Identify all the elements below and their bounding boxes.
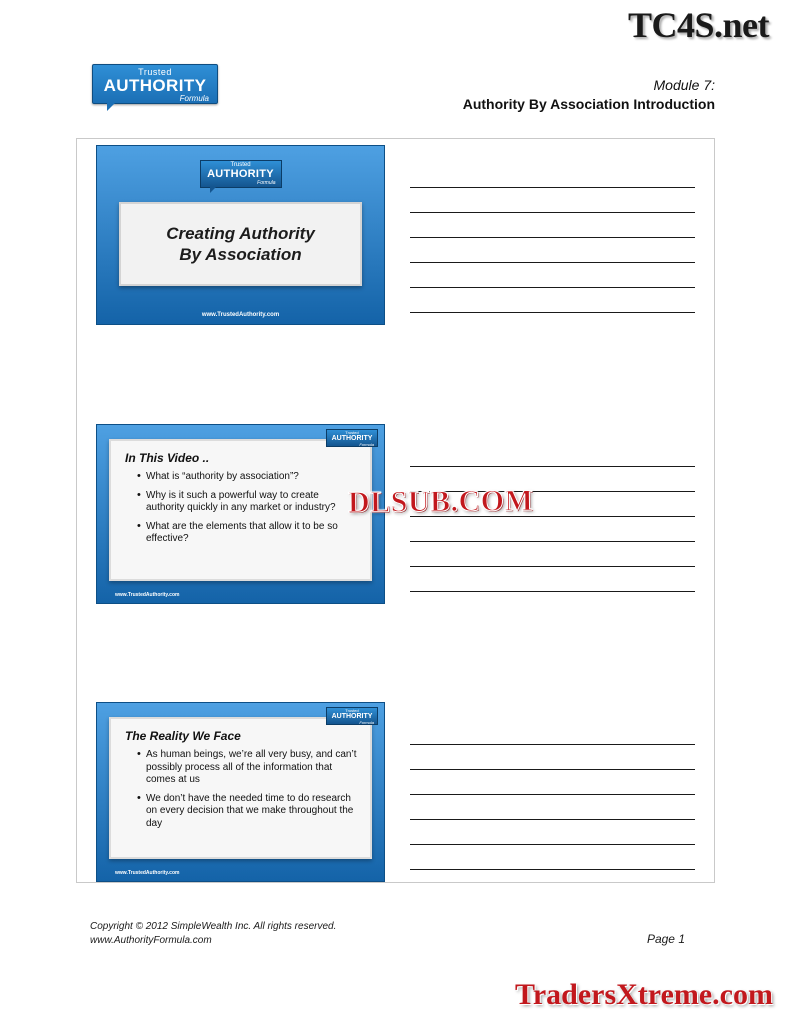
note-line[interactable] <box>410 820 695 845</box>
tc4s-watermark: TC4S.net <box>627 5 769 45</box>
slide-thumbnail-3[interactable] <box>96 702 385 882</box>
slide-title-line-1: Creating Authority <box>166 224 315 243</box>
note-line[interactable] <box>410 720 695 745</box>
slide-title-card <box>119 202 362 286</box>
slide-logo-authority: AUTHORITY <box>207 168 274 180</box>
note-line[interactable] <box>410 263 695 288</box>
slide-corner-logo-2 <box>326 429 378 447</box>
slide-corner-logo-3 <box>326 707 378 725</box>
slide-logo-formula: Formula <box>359 720 374 725</box>
note-line[interactable] <box>410 442 695 467</box>
slide-logo-authority: AUTHORITY <box>331 435 373 442</box>
slide-logo-trusted: Trusted <box>345 430 359 435</box>
logo-authority-text: AUTHORITY <box>103 76 207 95</box>
slide-url-1: www.TrustedAuthority.com <box>201 312 280 318</box>
slide-title-text <box>166 223 315 265</box>
slide-logo-1 <box>200 160 282 188</box>
list-item: • We don’t have the needed time to do research on every decision that we make throughout the day <box>137 793 358 831</box>
note-line[interactable] <box>410 770 695 795</box>
module-number: Module 7: <box>653 77 715 93</box>
slide-bullet-list-3 <box>123 749 358 830</box>
list-item: • What is “authority by association”? <box>137 471 358 484</box>
note-line[interactable] <box>410 517 695 542</box>
slide-logo-tail-icon <box>210 187 216 193</box>
slide-title-line-2: By Association <box>179 245 302 264</box>
list-item: • What are the elements that allow it to be so effective? <box>137 521 358 546</box>
note-line[interactable] <box>410 795 695 820</box>
slide-logo-authority: AUTHORITY <box>331 713 373 720</box>
slide-url-2: www.TrustedAuthority.com <box>115 592 180 598</box>
trusted-authority-logo <box>92 64 218 108</box>
note-line[interactable] <box>410 567 695 592</box>
header-title-block <box>463 76 715 114</box>
slide-row-3 <box>77 702 714 882</box>
slide-logo-formula: Formula <box>359 442 374 447</box>
slide-content-card-3 <box>109 717 372 859</box>
note-line[interactable] <box>410 188 695 213</box>
note-line[interactable] <box>410 745 695 770</box>
slide-row-1 <box>77 145 714 325</box>
note-line[interactable] <box>410 213 695 238</box>
list-item: • As human beings, we’re all very busy, and can’t possibly process all of the information that comes at us <box>137 749 358 787</box>
page-footer <box>90 920 715 950</box>
slide-thumbnail-1[interactable] <box>96 145 385 325</box>
slide-thumbnail-2[interactable] <box>96 424 385 604</box>
module-title: Authority By Association Introduction <box>462 96 715 112</box>
note-lines-3 <box>410 720 695 870</box>
copyright-block <box>90 920 336 948</box>
logo-speech-tail-icon <box>107 102 116 111</box>
slide-bullet-list-2 <box>123 471 358 546</box>
tradersxtreme-watermark: TradersXtreme.com <box>515 978 773 1011</box>
list-item: • Why is it such a powerful way to create authority quickly in any market or industry? <box>137 490 358 515</box>
note-line[interactable] <box>410 288 695 313</box>
logo-formula-text: Formula <box>179 94 209 103</box>
slide-content-card-2 <box>109 439 372 581</box>
copyright-line-2: www.AuthorityFormula.com <box>90 935 212 946</box>
logo-box <box>92 64 218 104</box>
copyright-line-1: Copyright © 2012 SimpleWealth Inc. All rights reserved. <box>90 921 337 932</box>
page-number: Page 1 <box>646 932 685 946</box>
slide-logo-formula: Formula <box>257 180 276 186</box>
slide-heading-2: In This Video .. <box>125 451 210 465</box>
note-line[interactable] <box>410 542 695 567</box>
page-header <box>76 62 715 122</box>
logo-trusted-text: Trusted <box>138 67 172 77</box>
slide-heading-3: The Reality We Face <box>125 729 241 743</box>
note-line[interactable] <box>410 845 695 870</box>
slide-logo-trusted: Trusted <box>230 162 251 168</box>
note-lines-1 <box>410 163 695 313</box>
note-line[interactable] <box>410 238 695 263</box>
slide-logo-trusted: Trusted <box>345 708 359 713</box>
dlsub-watermark: DLSUB.COM <box>347 484 534 519</box>
note-line[interactable] <box>410 163 695 188</box>
slide-url-3: www.TrustedAuthority.com <box>115 870 180 876</box>
